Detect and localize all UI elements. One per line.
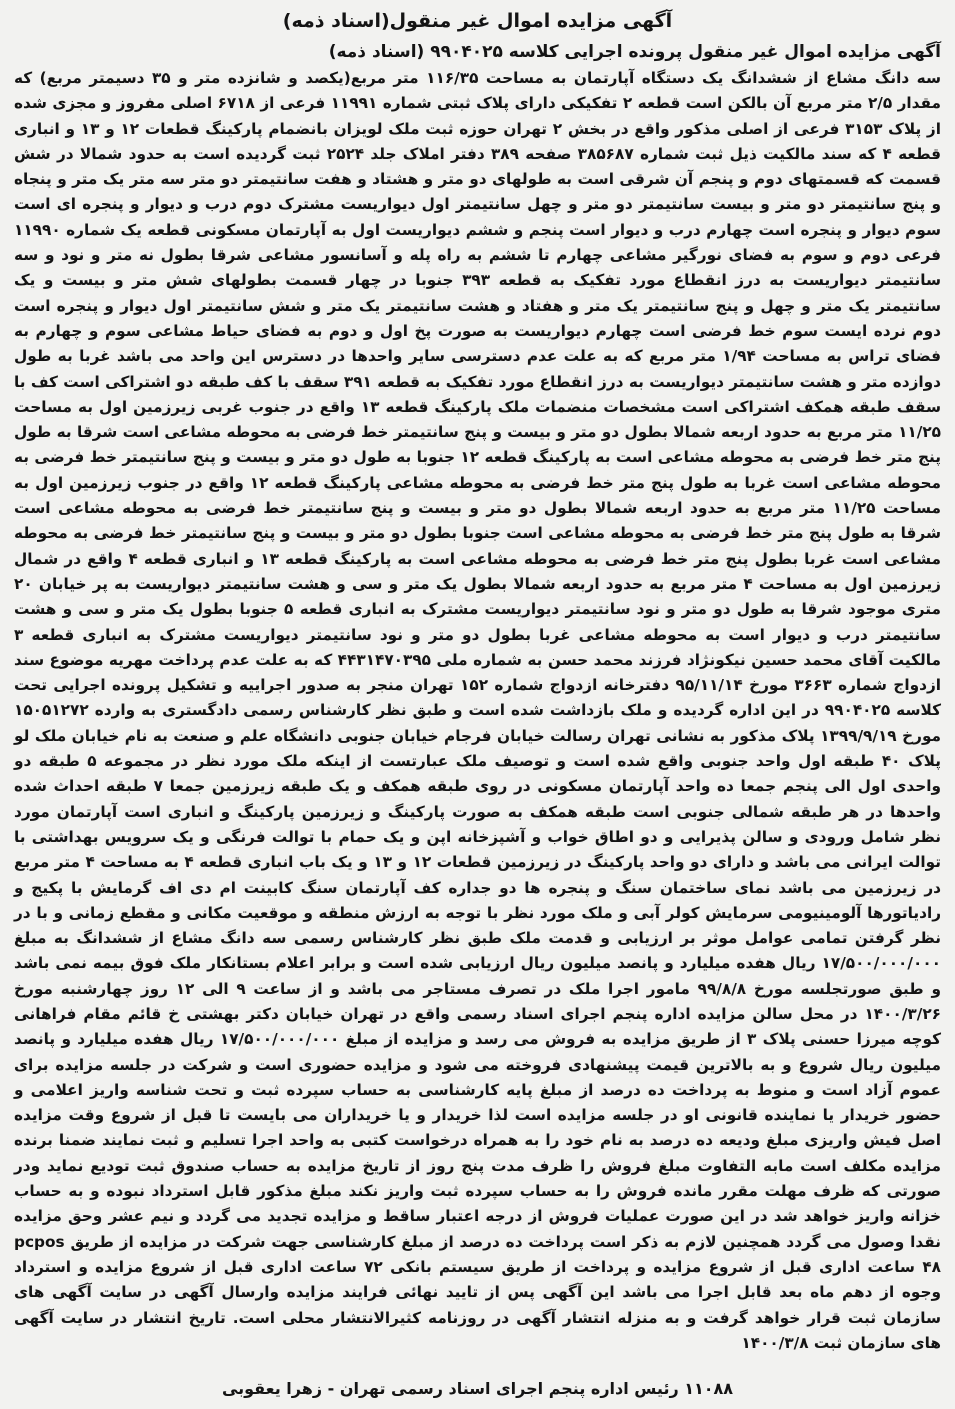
notice-subtitle: آگهی مزایده اموال غیر منقول پرونده اجرایی کلاسه ۹۹۰۴۰۲۵ (اسناد ذمه) — [328, 42, 941, 62]
notice-signature: ۱۱۰۸۸ رئیس اداره پنجم اجرای اسناد رسمی تهران - زهرا یعقوبی — [221, 1379, 734, 1398]
notice-body: سه دانگ مشاع از ششدانگ یک دستگاه آپارتمان به مساحت ۱۱۶/۳۵ متر مربع(یکصد و شانزده متر و ۳۵ دسیمتر مربع) که مقدار ۲/۵ متر مربع آن بالکن است قطعه ۲ تفکیکی دارای پلاک ثبتی شماره ۱۱۹۹۱ فرعی از ۶۷۱۸ اصلی مفروز و مجزی شده از پلاک ۳۱۵۳ فرعی از اصلی مذکور واقع در بخش ۲ تهران حوزه ثبت ملک لویزان بانضمام پارکینگ قطعات ۱۲ و ۱۳ و انباری قطعه ۴ که سند مالکیت ذیل ثبت شماره ۳۸۵۶۸۷ صفحه ۳۸۹ دفتر املاک جلد ۲۵۲۴ ثبت گردیده است به حدود شمالا در شش قسمت که قسمتهای دوم و پنجم آن شرقی است به طولهای دو متر و هشتاد و هفت سانتیمتر دو متر سه متر یک متر و پنجاه و پنج سانتیمتر دو متر و بیست سانتیمتر دو متر و چهل سانتیمتر اول دیواریست مشترک دوم درب و دیوار و پنجره ای است سوم دیوار و پنجره است چهارم درب و دیوار است پنجم و ششم دیواریست اول به آپارتمان مسکونی قطعه یک شماره ۱۱۹۹۰ فرعی دوم و سوم به فضای نورگیر مشاعی چهارم تا ششم به راه پله و آسانسور مشاعی شرقا بطول نه متر و نود و سه سانتیمتر دیواریست به درز انقطاع مورد تفکیک به قطعه ۳۹۳ جنوبا در چهار قسمت بطولهای شش متر و بیست و یک سانتیمتر یک متر و چهل و پنج سانتیمتر یک متر و هفتاد و هشت سانتیمتر یک متر و شش سانتیمتر اول دیوار و پنجره است دوم نرده ایست سوم خط فرضی است چهارم دیواریست به صورت پخ اول و دوم به فضای حیاط مشاعی سوم و چهارم به فضای تراس به مساحت ۱/۹۴ متر مربع که به علت عدم دسترسی سایر واحدها در دسترس این واحد می باشد غربا به طول دوازده متر و هشت سانتیمتر دیواریست به درز انقطاع مورد تفکیک به قطعه ۳۹۱ سقف با کف طبقه دو اشتراکی است کف با سقف طبقه همکف اشتراکی است مشخصات منضمات ملک پارکینگ قطعه ۱۳ واقع در جنوب غربی زیرزمین اول به مساحت ۱۱/۲۵ متر مربع به حدود اربعه شمالا بطول دو متر و بیست و پنج سانتیمتر خط فرضی به محوطه مشاعی است شرقا به طول پنج متر خط فرضی به محوطه مشاعی است به پارکینگ قطعه ۱۲ جنوبا به طول دو متر و بیست و پنج سانتیمتر خط فرضی به محوطه مشاعی است غربا به طول پنج متر خط فرضی به محوطه مشاعی پارکینگ قطعه ۱۲ واقع در جنوب زیرزمین اول به مساحت ۱۱/۲۵ متر مربع به حدود اربعه شمالا بطول دو متر و بیست و پنج سانتیمتر خط فرضی به محوطه مشاعی است شرقا به طول پنج متر خط فرضی به محوطه مشاعی است جنوبا بطول دو متر و بیست و پنج سانتیمتر خط فرضی به محوطه مشاعی است غربا بطول پنج متر خط فرضی به محوطه مشاعی است به پارکینگ قطعه ۱۳ و انباری قطعه ۴ واقع در شمال زیرزمین اول به مساحت ۴ متر مربع به حدود اربعه شمالا بطول یک متر و سی و هشت سانتیمتر دیواریست به پر خیابان ۲۰ متری موجود شرقا به طول دو متر و نود سانتیمتر دیواریست مشترک به انباری قطعه ۵ جنوبا بطول یک متر و سی و هشت سانتیمتر درب و دیوار است به محوطه مشاعی غربا بطول دو متر و نود سانتیمتر دیواریست مشترک به انباری قطعه ۳ مالکیت آقای محمد حسین نیکونژاد فرزند محمد حسن به شماره ملی ۴۴۳۱۴۷۰۳۹۵ که به علت عدم پرداخت مهریه موضوع سند ازدواج شماره ۳۶۶۳ مورخ ۹۵/۱۱/۱۴ دفترخانه ازدواج شماره ۱۵۲ تهران منجر به صدور اجراییه و تشکیل پرونده اجرایی تحت کلاسه ۹۹۰۴۰۲۵ در این اداره گردیده و ملک بازداشت شده است و طبق نظر کارشناس رسمی دادگستری به وارده ۱۵۰۵۱۲۷۲ مورخ ۱۳۹۹/۹/۱۹ پلاک مذکور به نشانی تهران رسالت خیابان فرجام خیابان جنوبی دانشگاه علم و صنعت به نام خیابان ملک لو پلاک ۴۰ طبقه اول واحد جنوبی واقع شده است و توصیف ملک عبارتست از اینکه ملک مورد نظر در مجموعه ۵ طبقه دو واحدی اول الی پنجم جمعا ده واحد آپارتمان مسکونی در روی طبقه همکف و یک طبقه زیرزمین جمعا ۷ طبقه احداث شده واحدها در هر طبقه شمالی جنوبی است طبقه همکف به صورت پارکینگ و زیرزمین پارکینگ و انباری است آپارتمان مورد نظر شامل ورودی و سالن پذیرایی و دو اطاق خواب و آشپزخانه اپن و یک حمام با توالت فرنگی و یک سرویس بهداشتی با توالت ایرانی می باشد و دارای دو واحد پارکینگ در زیرزمین قطعات ۱۲ و ۱۳ و یک باب انباری قطعه ۴ به مساحت ۴ متر مربع در زیرزمین می باشد نمای ساختمان سنگ و پنجره ها دو جداره کف آپارتمان سنگ کابینت ام دی اف گرمایش با پکیج و رادیاتورها آلومینیومی سرمایش کولر آبی و ملک مورد نظر با توجه به ارزش منطقه و موقعیت مکانی و مقطع زمانی و با در نظر گرفتن تمامی عوامل موثر بر ارزیابی و قدمت ملک طبق نظر کارشناس رسمی سه دانگ مشاع از ششدانگ به مبلغ ۱۷/۵۰۰/۰۰۰/۰۰۰ ریال هفده میلیارد و پانصد میلیون ریال ارزیابی شده است و برابر اعلام بستانکار ملک فوق بیمه نمی باشد و طبق صورتجلسه مورخ ۹۹/۸/۸ مامور اجرا ملک در تصرف مستاجر می باشد و از ساعت ۹ الی ۱۲ روز چهارشنبه مورخ ۱۴۰۰/۳/۲۶ در محل سالن مزایده اداره پنجم اجرای اسناد رسمی واقع در تهران خیابان دکتر بهشتی خ قائم مقام فراهانی کوچه میرزا حسنی پلاک ۳ از طریق مزایده به فروش می رسد و مزایده از مبلغ ۱۷/۵۰۰/۰۰۰/۰۰۰ ریال هفده میلیارد و پانصد میلیون ریال شروع و به بالاترین قیمت پیشنهادی فروخته می شود و مزایده حضوری است و شرکت در جلسه مزایده برای عموم آزاد است و منوط به پرداخت ده درصد از مبلغ پایه کارشناسی به حساب سپرده ثبت و تحت شناسه واریز اعلامی و حضور خریدار یا نماینده قانونی او در جلسه مزایده است لذا خریدار و یا خریداران می بایست تا قبل از شروع وقت مزایده اصل فیش واریزی مبلغ ودیعه ده درصد به نام خود را به همراه درخواست کتبی به واحد اجرا تسلیم و ثبت نمایند ضمنا برنده مزایده مکلف است مابه التفاوت مبلغ فروش را ظرف مدت پنج روز از تاریخ مزایده به حساب صندوق ثبت تودیع نماید ودر صورتی که ظرف مهلت مقرر مانده فروش را به حساب سپرده ثبت واریز نکند مبلغ مذکور قابل استرداد نبوده و به حساب خزانه واریز خواهد شد در این صورت عملیات فروش از درجه اعتبار ساقط و مزایده تجدید می گردد و نیم عشر وحق مزایده نقدا وصول می گردد همچنین لازم به ذکر است پرداخت ده درصد از مبلغ کارشناسی جهت شرکت در مزایده از طریق pcpos ۴۸ ساعت اداری قبل از شروع مزایده و پرداخت از طریق سیستم بانکی ۷۲ ساعت اداری قبل از شروع مزایده و استرداد وجوه از دهم ماه بعد قابل اجرا می باشد این آگهی پس از تایید نهائی فرایند مزایده وارسال آگهی در سایت آگهی های سازمان ثبت قرار خواهد گرفت و به منزله انتشار آگهی در روزنامه کثیرالانتشار محلی است. تاریخ انتشار در سایت آگهی های سازمان ثبت ۱۴۰۰/۳/۸ — [14, 69, 942, 1352]
notice-title: آگهی مزایده اموال غیر منقول(اسناد ذمه) — [282, 10, 673, 32]
